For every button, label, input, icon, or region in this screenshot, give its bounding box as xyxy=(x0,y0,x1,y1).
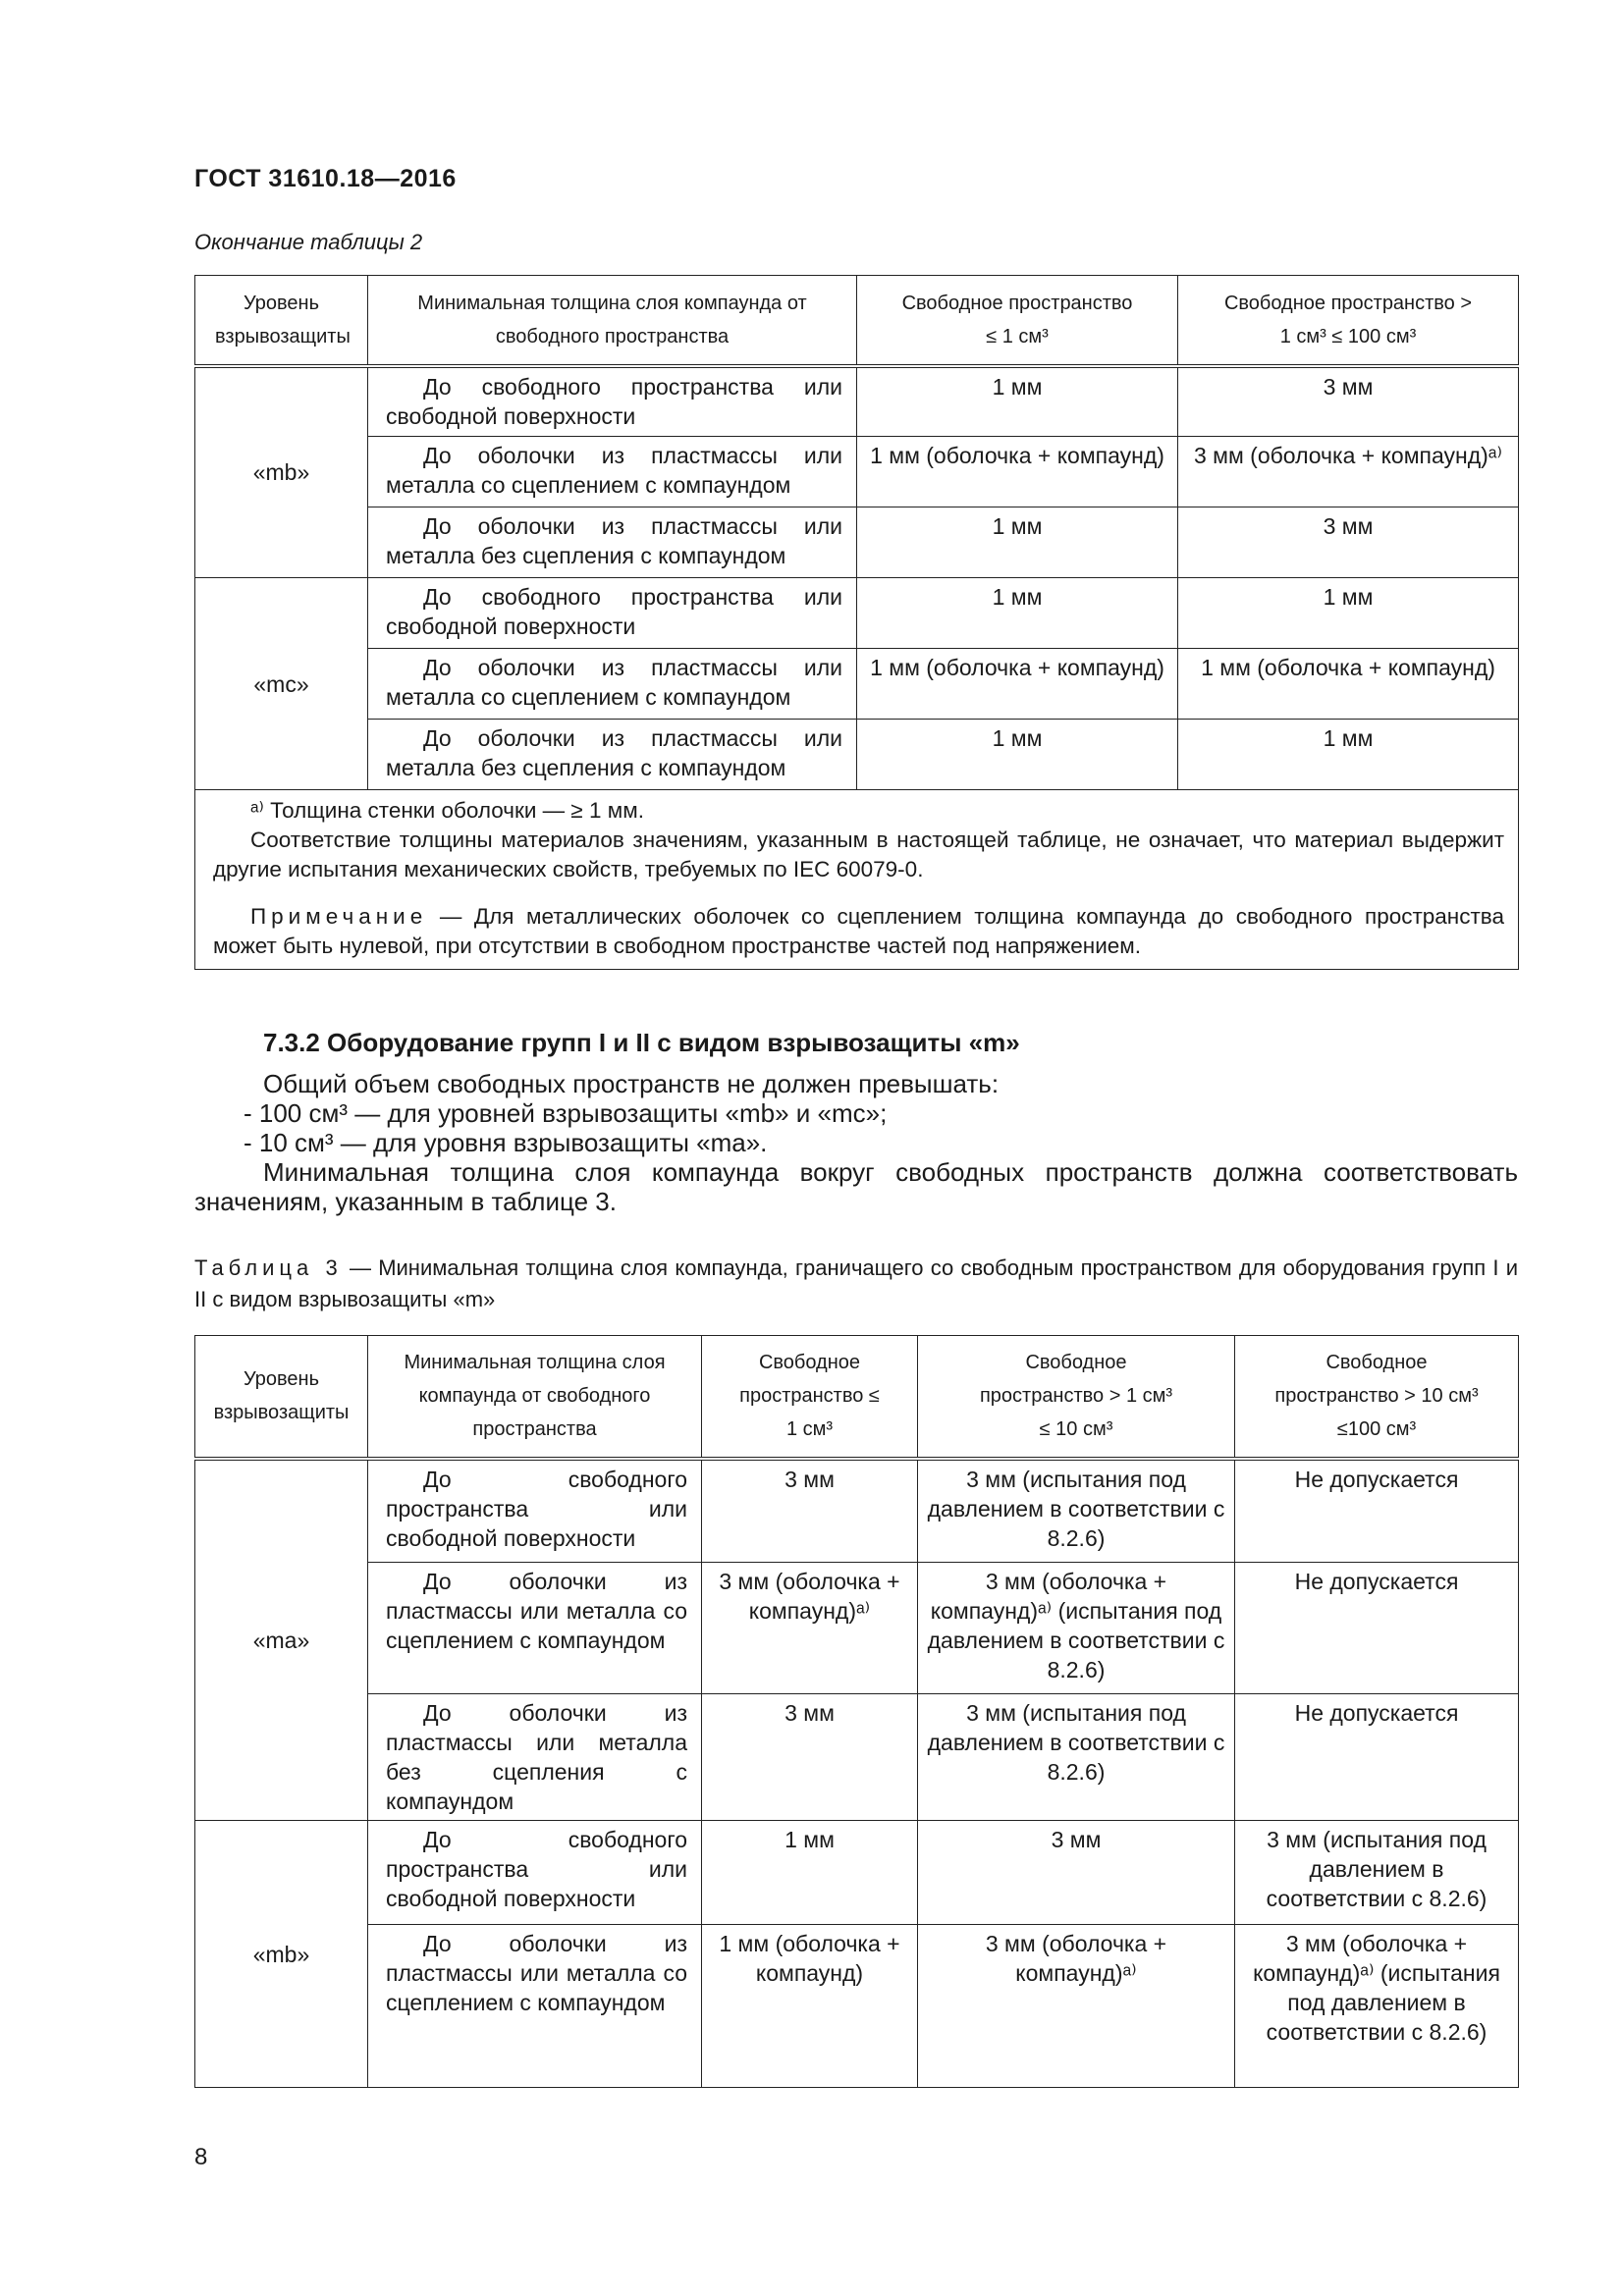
table-cell: До оболочки из пластмассы или металла со сцеплением с компаундом xyxy=(368,1563,702,1694)
table-cell: 1 мм xyxy=(857,720,1178,790)
table-3-caption: Таблица 3 — Минимальная толщина слоя компаунда, граничащего со свободным пространством для оборудования групп I и II с видом взрывозащиты «m» xyxy=(194,1255,1519,1311)
table-cell: До оболочки из пластмассы или металла без сцепления с компаундом xyxy=(368,720,857,790)
table-cell: До оболочки из пластмассы или металла со сцеплением с компаундом xyxy=(368,437,857,507)
table-cell: 3 мм (испытания под давлением в соответствии с 8.2.6) xyxy=(1235,1821,1519,1925)
level-cell: «mb» xyxy=(195,1821,368,2088)
header-space-1-10: Свободное пространство > 1 см³ ≤ 10 см³ xyxy=(918,1336,1235,1459)
header-space-1-100: Свободное пространство > 1 см³ ≤ 100 см³ xyxy=(1178,276,1519,366)
table-cell: 1 мм xyxy=(1178,720,1519,790)
table-notes xyxy=(195,790,1519,970)
level-cell: «mc» xyxy=(195,578,368,790)
header-min-thickness: Минимальная толщина слоя компаунда от свободного пространства xyxy=(368,1336,702,1459)
table-cell: До свободного пространства или свободной поверхности xyxy=(368,366,857,437)
table-cell: До свободного пространства или свободной поверхности xyxy=(368,578,857,649)
table-cell: Не допускается xyxy=(1235,1459,1519,1563)
section-body xyxy=(194,1069,1518,1216)
table-cell: Не допускается xyxy=(1235,1563,1519,1694)
section-paragraph: Минимальная толщина слоя компаунда вокруг свободных пространств должна соответствовать значениям, указанным в таблице 3. xyxy=(194,1157,1518,1216)
table-cell: 3 мм xyxy=(1178,507,1519,578)
table-cell: 3 мм (испытания под давлением в соответствии с 8.2.6) xyxy=(918,1694,1235,1821)
table-cell: 3 мм xyxy=(1178,366,1519,437)
table-cell: 1 мм (оболочка + компаунд) xyxy=(702,1925,918,2088)
table-cell: До свободного пространства или свободной поверхности xyxy=(368,1459,702,1563)
table-cell: До свободного пространства или свободной поверхности xyxy=(368,1821,702,1925)
level-cell: «ma» xyxy=(195,1459,368,1821)
section-heading: 7.3.2 Оборудование групп I и II с видом взрывозащиты «m» xyxy=(263,1028,1020,1057)
header-min-thickness: Минимальная толщина слоя компаунда от свободного пространства xyxy=(368,276,857,366)
table-cell: До оболочки из пластмассы или металла без сцепления с компаундом xyxy=(368,507,857,578)
header-level: Уровень взрывозащиты xyxy=(195,1336,368,1459)
table-cell: 1 мм xyxy=(857,507,1178,578)
page-number: 8 xyxy=(194,2144,208,2170)
table-cell: 1 мм xyxy=(702,1821,918,1925)
table-cell: 1 мм (оболочка + компаунд) xyxy=(1178,649,1519,720)
remark: Примечание — Для металлических оболочек со сцеплением толщина компаунда до свободного пространства может быть нулевой, при отсутствии в свободном пространстве частей под напряжением. xyxy=(213,904,1504,958)
table-cell: 1 мм xyxy=(1178,578,1519,649)
header-space-le-1: Свободное пространство ≤ 1 см³ xyxy=(857,276,1178,366)
table-cell: 3 мм (испытания под давлением в соответствии с 8.2.6) xyxy=(918,1459,1235,1563)
document-title: ГОСТ 31610.18—2016 xyxy=(194,165,457,192)
table-cell: 1 мм xyxy=(857,578,1178,649)
footnote-a: ᵃ⁾ Толщина стенки оболочки — ≥ 1 мм. xyxy=(250,798,644,823)
header-space-le-1: Свободное пространство ≤ 1 см³ xyxy=(702,1336,918,1459)
table-3 xyxy=(194,1335,1519,2088)
table-2 xyxy=(194,275,1519,970)
note-text: Соответствие толщины материалов значениям, указанным в настоящей таблице, не означает, что материал выдержит другие испытания механических свойств, требуемых по IEC 60079-0. xyxy=(213,828,1504,881)
section-intro: Общий объем свободных пространств не должен превышать: xyxy=(263,1069,1000,1098)
table-cell: 3 мм (оболочка + компаунд)ᵃ⁾ (испытания под давлением в соответствии с 8.2.6) xyxy=(1235,1925,1519,2088)
table-cell: До оболочки из пластмассы или металла без сцепления с компаундом xyxy=(368,1694,702,1821)
table-cell: 3 мм xyxy=(702,1694,918,1821)
header-space-10-100: Свободное пространство > 10 см³ ≤100 см³ xyxy=(1235,1336,1519,1459)
table-cell: До оболочки из пластмассы или металла со сцеплением с компаундом xyxy=(368,1925,702,2088)
section-item-1: - 100 см³ — для уровней взрывозащиты «mb» и «mc»; xyxy=(243,1098,888,1128)
table-cell: Не допускается xyxy=(1235,1694,1519,1821)
header-level: Уровень взрывозащиты xyxy=(195,276,368,366)
table-cell: 3 мм xyxy=(702,1459,918,1563)
table-cell: 1 мм (оболочка + компаунд) xyxy=(857,649,1178,720)
table-cell: 1 мм xyxy=(857,366,1178,437)
table-continuation-label: Окончание таблицы 2 xyxy=(194,230,423,254)
table-cell: 3 мм xyxy=(918,1821,1235,1925)
table-cell: 1 мм (оболочка + компаунд) xyxy=(857,437,1178,507)
table-cell: 3 мм (оболочка + компаунд)ᵃ⁾ xyxy=(702,1563,918,1694)
table-cell: 3 мм (оболочка + компаунд)ᵃ⁾ xyxy=(1178,437,1519,507)
level-cell: «mb» xyxy=(195,366,368,578)
table-cell: До оболочки из пластмассы или металла со сцеплением с компаундом xyxy=(368,649,857,720)
section-item-2: - 10 см³ — для уровня взрывозащиты «ma». xyxy=(243,1128,768,1157)
table-cell: 3 мм (оболочка + компаунд)ᵃ⁾ (испытания под давлением в соответствии с 8.2.6) xyxy=(918,1563,1235,1694)
table-cell: 3 мм (оболочка + компаунд)ᵃ⁾ xyxy=(918,1925,1235,2088)
